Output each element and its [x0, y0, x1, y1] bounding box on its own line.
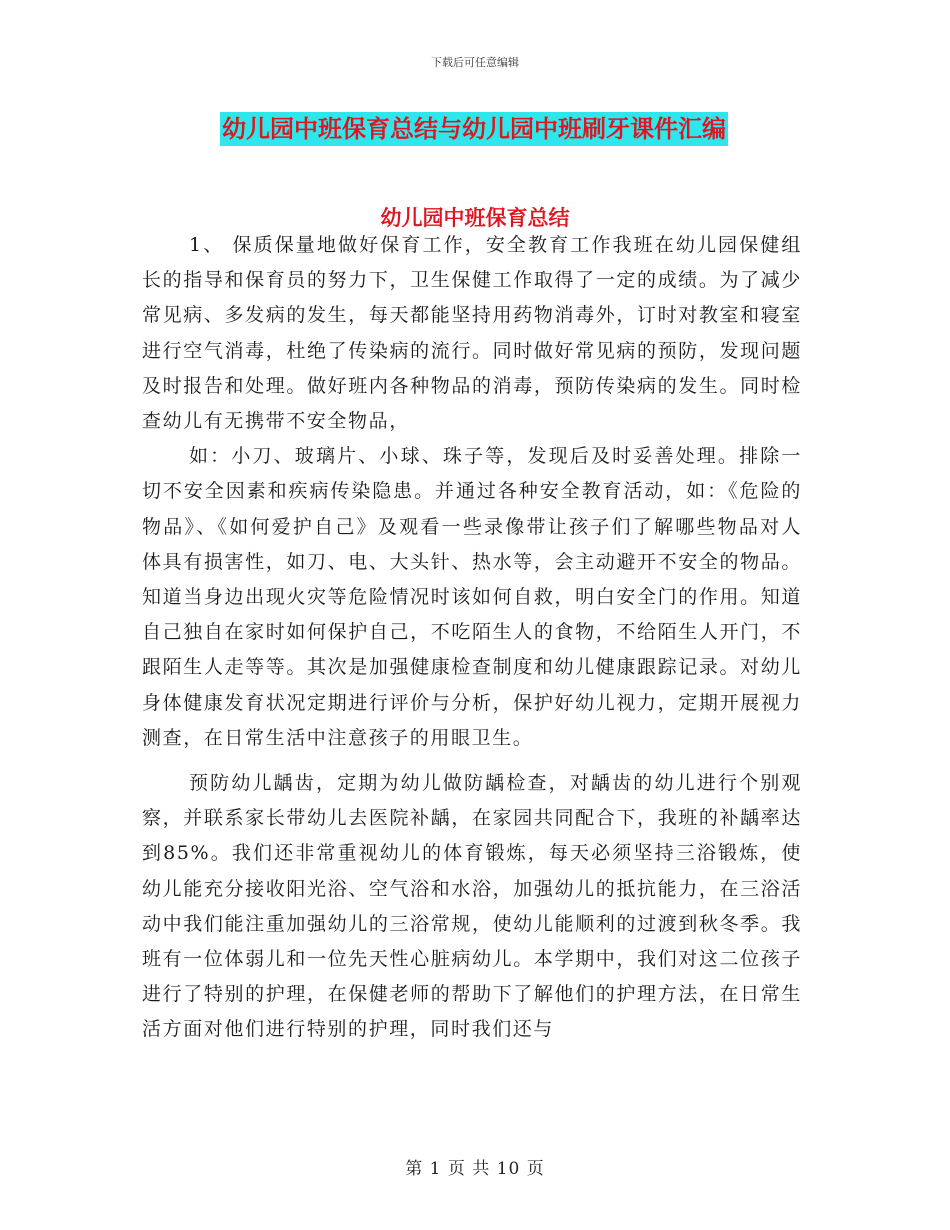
page-header-note: 下载后可任意编辑 — [431, 56, 519, 69]
document-title: 幼儿园中班保育总结与幼儿园中班刷牙课件汇编 — [220, 112, 728, 146]
section-title: 幼儿园中班保育总结 — [380, 205, 570, 230]
paragraph-1: 1、 保质保量地做好保育工作，安全教育工作我班在幼儿园保健组长的指导和保育员的努力下，卫生保健工作取得了一定的成绩。为了减少常见病、多发病的发生，每天都能坚持用药物消毒外，订时对教室和寝室进行空气消毒，杜绝了传染病的流行。同时做好常见病的预防，发现问题及时报告和处理。做好班内各种物品的消毒，预防传染病的发生。同时检查幼儿有无携带不安全物品， — [142, 234, 802, 433]
paragraph-3: 预防幼儿龋齿，定期为幼儿做防龋检查，对龋齿的幼儿进行个别观察，并联系家长带幼儿去医院补龋，在家园共同配合下，我班的补龋率达到85%。我们还非常重视幼儿的体育锻炼，每天必须坚持三浴锻炼，使幼儿能充分接收阳光浴、空气浴和水浴，加强幼儿的抵抗能力，在三浴活动中我们能注重加强幼儿的三浴常规，使幼儿能顺利的过渡到秋冬季。我班有一位体弱儿和一位先天性心脏病幼儿。本学期中，我们对这二位孩子进行了特别的护理，在保健老师的帮助下了解他们的护理方法，在日常生活方面对他们进行特别的护理，同时我们还与 — [142, 772, 802, 1041]
page-footer: 第 1 页 共 10 页 — [405, 1159, 545, 1179]
paragraph-2: 如：小刀、玻璃片、小球、珠子等，发现后及时妥善处理。排除一切不安全因素和疾病传染隐患。并通过各种安全教育活动，如：《危险的物品》、《如何爱护自己》及观看一些录像带让孩子们了解哪些物品对人体具有损害性，如刀、电、大头针、热水等，会主动避开不安全的物品。知道当身边出现火灾等危险情况时该如何自救，明白安全门的作用。知道自己独自在家时如何保护自己，不吃陌生人的食物，不给陌生人开门，不跟陌生人走等等。其次是加强健康检查制度和幼儿健康跟踪记录。对幼儿身体健康发育状况定期进行评价与分析，保护好幼儿视力，定期开展视力测查，在日常生活中注意孩子的用眼卫生。 — [142, 445, 802, 749]
body-text — [142, 228, 802, 1048]
